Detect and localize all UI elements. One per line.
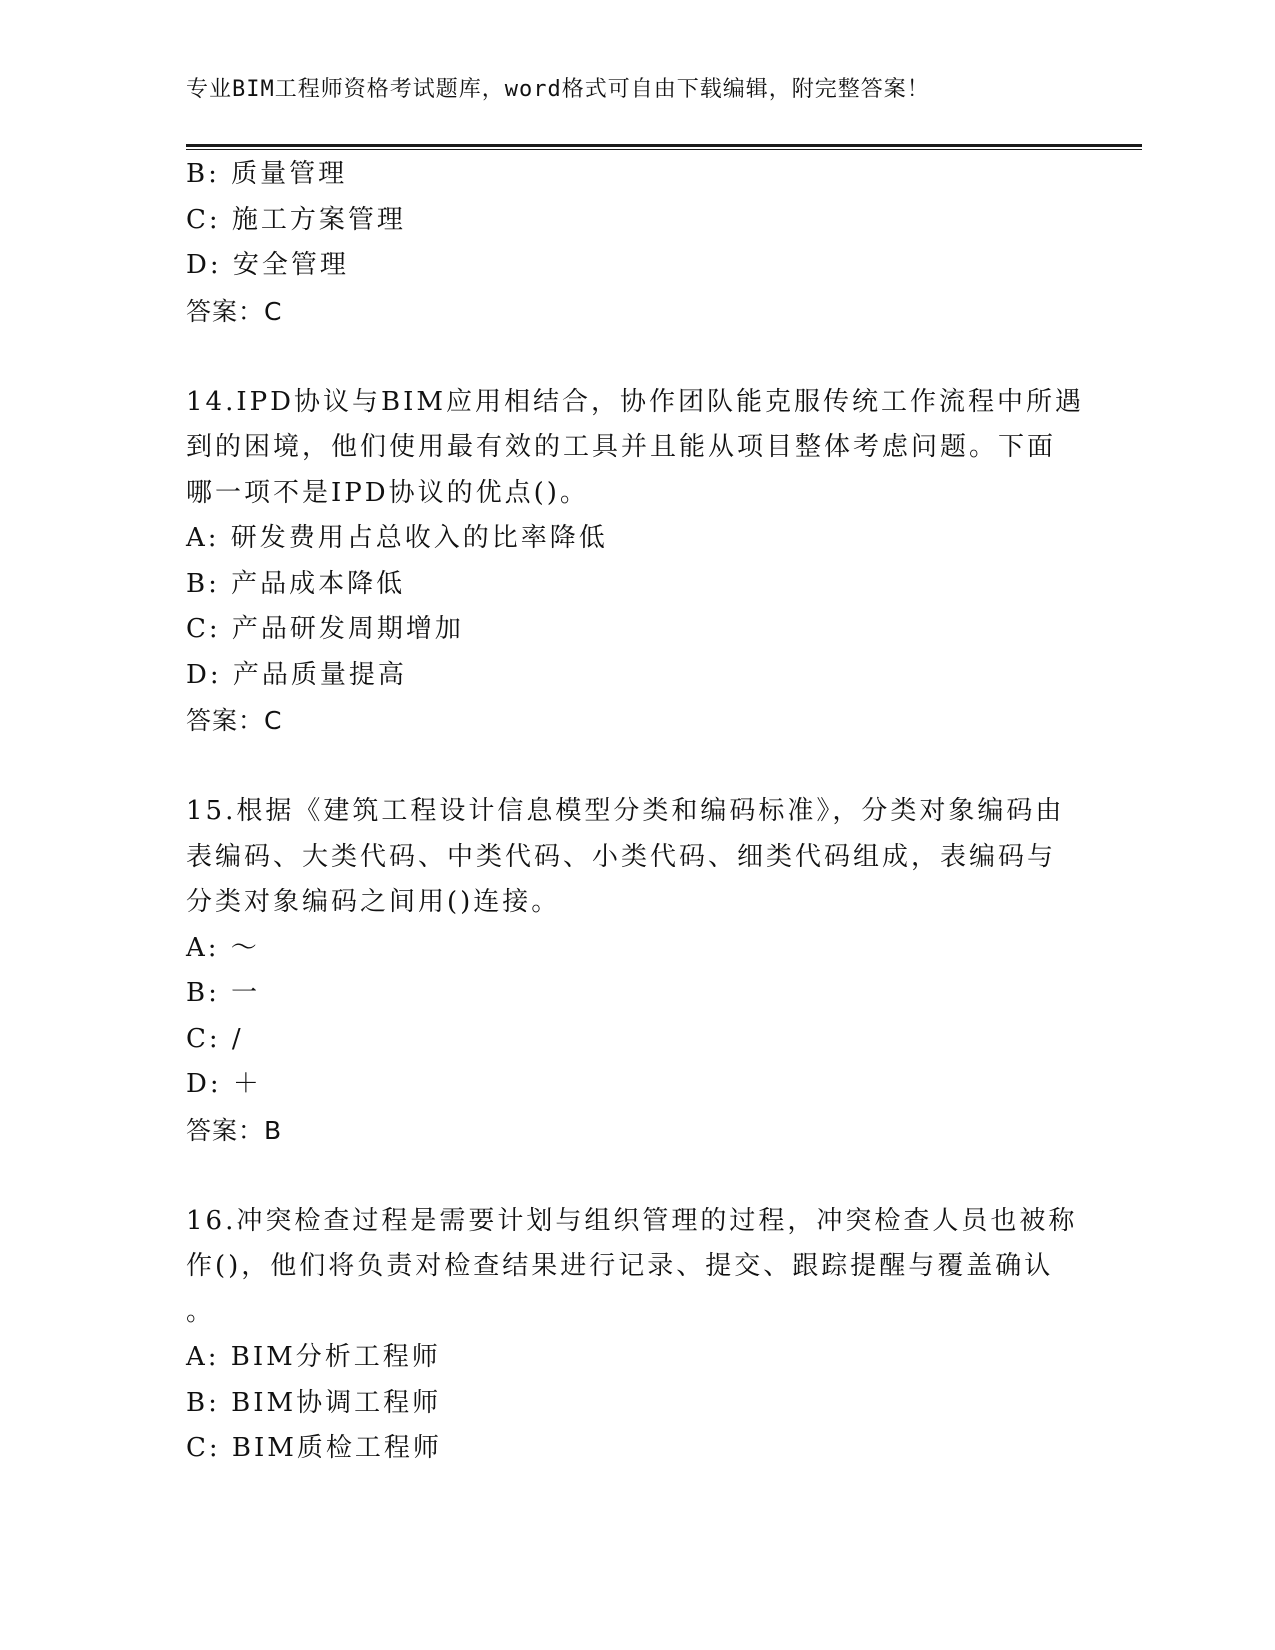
- option-b: B: 质量管理: [186, 159, 348, 189]
- question-14-answer: 答案：C: [186, 706, 283, 735]
- question-16-option-c: C: BIM质检工程师: [186, 1433, 442, 1463]
- question-16-line-1: 16.冲突检查过程是需要计划与组织管理的过程，冲突检查人员也被称: [186, 1205, 1078, 1236]
- answer-line: 答案：C: [186, 296, 283, 326]
- question-16-option-b: B: BIM协调工程师: [186, 1387, 442, 1418]
- spacer: [186, 334, 1086, 380]
- spacer: [186, 744, 1086, 790]
- question-16-option-a: A: BIM分析工程师: [186, 1342, 441, 1372]
- question-15-line-3: 分类对象编码之间用()连接。: [186, 887, 561, 917]
- question-14-line-1: 14.IPD协议与BIM应用相结合，协作团队能克服传统工作流程中所遇: [186, 386, 1084, 417]
- question-16-line-2: 作()，他们将负责对检查结果进行记录、提交、跟踪提醒与覆盖确认: [186, 1251, 1054, 1281]
- page-header: 专业BIM工程师资格考试题库，word格式可自由下载编辑，附完整答案！: [186, 77, 930, 102]
- header-rule-thick: [186, 144, 1142, 147]
- question-content: [186, 152, 1086, 1472]
- question-15-option-d: D: ＋: [186, 1069, 262, 1099]
- question-14-option-d: D: 产品质量提高: [186, 659, 407, 690]
- option-c: C: 施工方案管理: [186, 204, 406, 235]
- question-15-answer: 答案：B: [186, 1115, 283, 1145]
- question-14-option-c: C: 产品研发周期增加: [186, 614, 464, 644]
- question-15-option-c: C: /: [186, 1023, 244, 1054]
- question-15-option-b: B: 一: [186, 978, 261, 1008]
- spacer: [186, 1153, 1086, 1199]
- question-15-option-a: A: ～: [186, 932, 260, 963]
- question-15-line-1: 15.根据《建筑工程设计信息模型分类和编码标准》，分类对象编码由: [186, 796, 1065, 826]
- question-16-line-3: 。: [186, 1296, 216, 1327]
- question-15-line-2: 表编码、大类代码、中类代码、小类代码、细类代码组成，表编码与: [186, 841, 1057, 872]
- question-14-line-3: 哪一项不是IPD协议的优点()。: [186, 477, 589, 508]
- question-14-line-2: 到的困境，他们使用最有效的工具并且能从项目整体考虑问题。下面: [186, 432, 1057, 462]
- header-rule-thin: [186, 149, 1142, 150]
- question-14-option-a: A: 研发费用占总收入的比率降低: [186, 523, 608, 553]
- option-d: D: 安全管理: [186, 250, 349, 280]
- question-14-option-b: B: 产品成本降低: [186, 568, 406, 599]
